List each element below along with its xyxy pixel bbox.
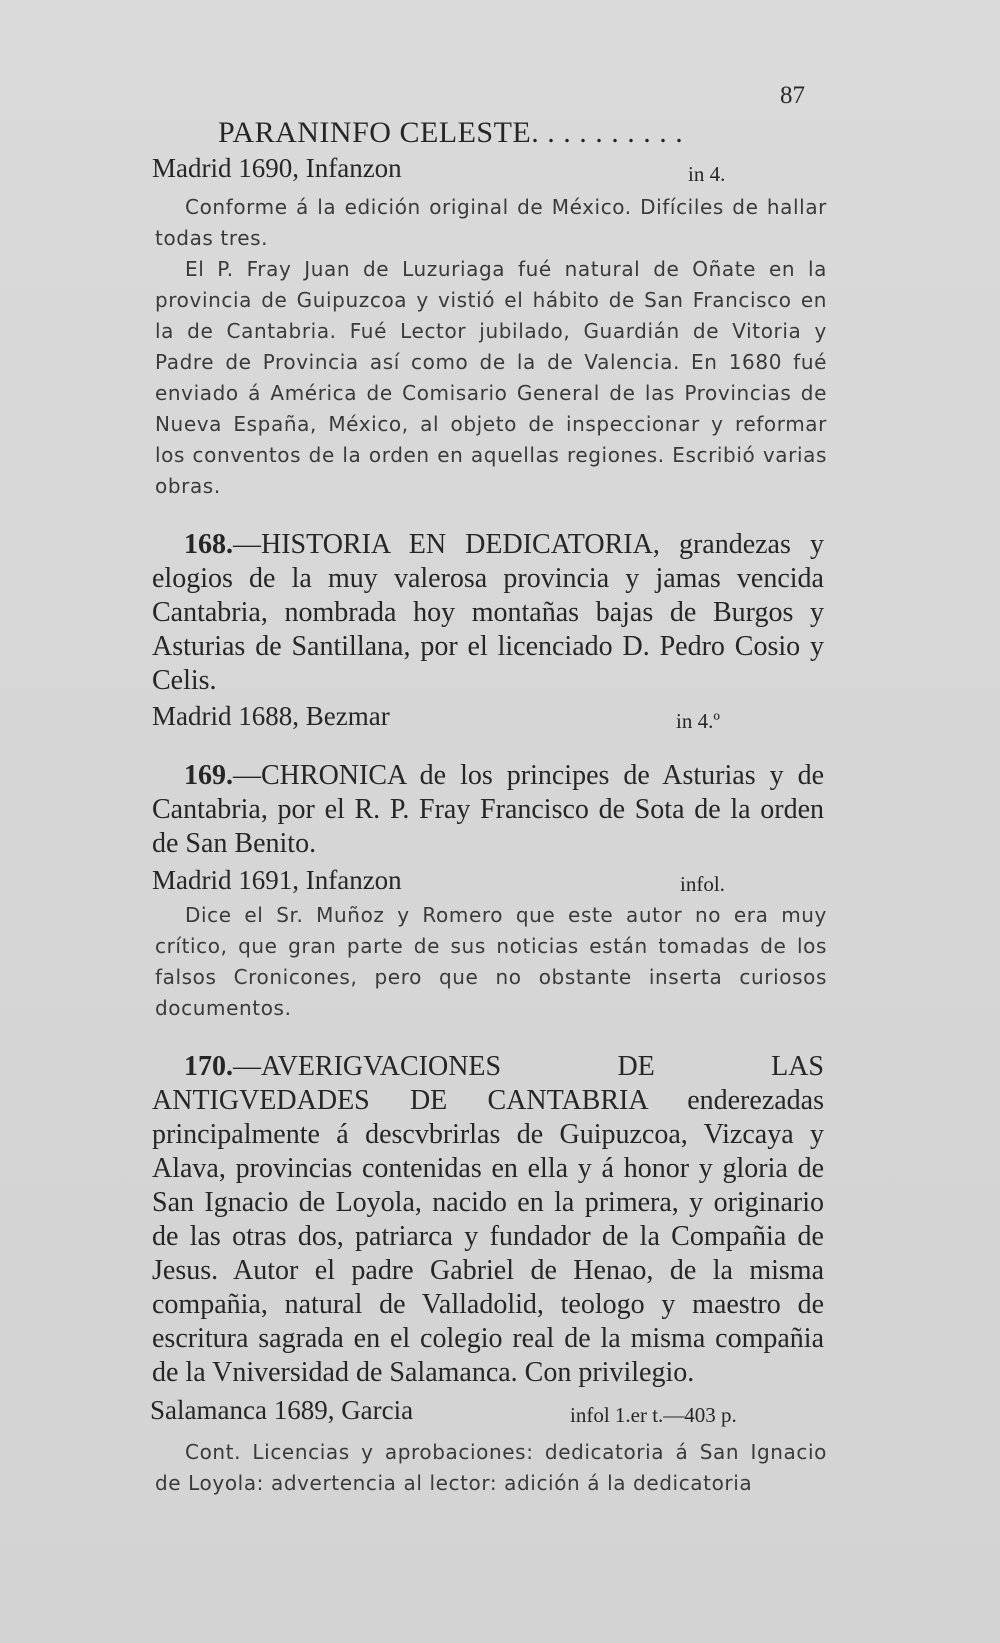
entry-format: in 4. xyxy=(688,162,726,186)
entry-title: —AVERIGVACIONES DE LAS ANTIGVEDADES DE CANTABRIA enderezadas principalmente á descvbrirlas de Guipuzcoa, Vizcaya y Alava, provincias contenidas en ella y á honor y gloria de San Ignacio de Loyola, nacido en la primera, y originario de las otras dos, patriarca y fundador de la Compañia de Jesus. Autor el padre Gabriel de Henao, de la misma compañia, natural de Valladolid, teologo y maestro de escritura sagrada en el colegio real de la misma compañia de la Vniversidad de Salamanca. Con privilegio. xyxy=(152,1051,824,1388)
entry-170-title xyxy=(152,1050,824,1390)
entry-168-format: in 4.º xyxy=(676,709,720,733)
entry-title: —HISTORIA EN DEDICATORIA, grandezas y elogios de la muy valerosa provincia y jamas vencida Cantabria, nombrada hoy montañas bajas de Burgos y Asturias de Santillana, por el licenciado D. Pedro Cosio y Celis. xyxy=(152,529,824,696)
entry-number: 170. xyxy=(184,1051,233,1082)
entry-169-title xyxy=(152,759,824,861)
page-number: 87 xyxy=(780,82,805,109)
entry-title-line: PARANINFO CELESTE. . . . . . . . . . xyxy=(218,116,684,149)
entry-number: 169. xyxy=(184,760,233,791)
entry-note: Conforme á la edición original de México. Difíciles de hallar todas tres. xyxy=(155,195,827,250)
entry-170-note: Cont. Licencias y aprobaciones: dedicatoria á San Ignacio de Loyola: advertencia al lector: adición á la dedicatoria xyxy=(155,1440,827,1495)
entry-number: 168. xyxy=(184,529,233,560)
entry-imprint: Madrid 1690, Infanzon xyxy=(152,153,402,183)
entry-169-imprint: Madrid 1691, Infanzon xyxy=(152,865,402,895)
entry-170-format: infol 1.er t.—403 p. xyxy=(570,1403,737,1427)
entry-170-imprint: Salamanca 1689, Garcia xyxy=(150,1395,414,1425)
entry-title: —CHRONICA de los principes de Asturias y de Cantabria, por el R. P. Fray Francisco de Sota de la orden de San Benito. xyxy=(152,760,824,859)
entry-168-imprint: Madrid 1688, Bezmar xyxy=(152,701,390,731)
entry-169-note: Dice el Sr. Muñoz y Romero que este autor no era muy crítico, que gran parte de sus noticias están tomadas de los falsos Cronicones, pero que no obstante inserta curiosos documentos. xyxy=(155,903,827,1020)
entry-168-title xyxy=(152,528,824,698)
entry-169-format: infol. xyxy=(680,872,725,896)
entry-note: El P. Fray Juan de Luzuriaga fué natural de Oñate en la provincia de Guipuzcoa y vistió el hábito de San Francisco en la de Cantabria. Fué Lector jubilado, Guardián de Vitoria y Padre de Provincia así como de la de Valencia. En 1680 fué enviado á América de Comisario General de las Provincias de Nueva España, México, al objeto de inspeccionar y reformar los conventos de la orden en aquellas regiones. Escribió varias obras. xyxy=(155,257,827,498)
